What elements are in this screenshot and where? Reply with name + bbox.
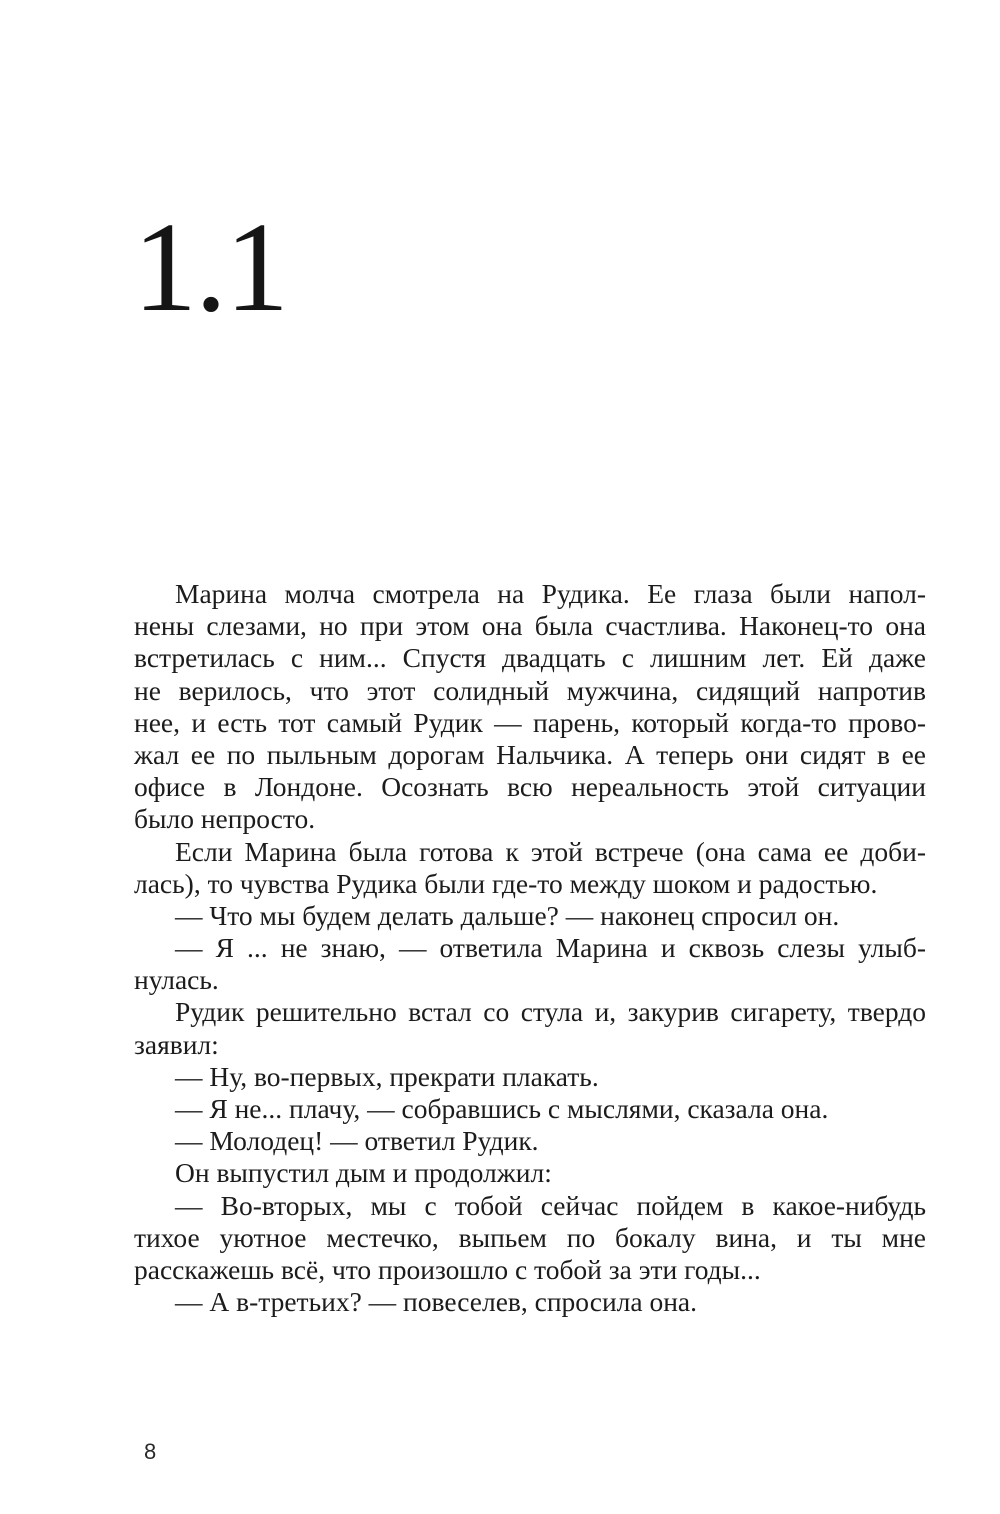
- text-line: — Я ... не знаю, — ответила Марина и сквозь слезы улыб-: [175, 932, 926, 964]
- text-line: — Ну, во-первых, прекрати плакать.: [175, 1060, 599, 1092]
- text-line: офисе в Лондоне. Осознать всю нереальность этой ситуации: [134, 771, 926, 803]
- text-line: расскажешь всё, что произошло с тобой за эти годы...: [134, 1253, 761, 1285]
- text-line: нены слезами, но при этом она была счастлива. Наконец-то она: [134, 610, 926, 642]
- text-line: было непросто.: [134, 803, 316, 835]
- text-line: заявил:: [134, 1028, 219, 1060]
- text-line: лась), то чувства Рудика были где-то между шоком и радостью.: [134, 867, 878, 899]
- text-line: Если Марина была готова к этой встрече (она сама ее доби-: [175, 835, 926, 867]
- text-line: встретилась с ним... Спустя двадцать с лишним лет. Ей даже: [134, 642, 926, 674]
- text-line: нулась.: [134, 964, 219, 996]
- page-number: 8: [144, 1439, 157, 1464]
- chapter-number: 1.1: [133, 196, 287, 338]
- chapter-body-text: [134, 578, 926, 1318]
- text-line: Он выпустил дым и продолжил:: [175, 1157, 552, 1189]
- text-line: тихое уютное местечко, выпьем по бокалу вина, и ты мне: [134, 1221, 926, 1253]
- text-line: Рудик решительно встал со стула и, закурив сигарету, твердо: [175, 996, 926, 1028]
- text-line: нее, и есть тот самый Рудик — парень, который когда-то прово-: [134, 706, 926, 738]
- text-line: Марина молча смотрела на Рудика. Ее глаза были напол-: [175, 578, 926, 609]
- text-line: жал ее по пыльным дорогам Нальчика. А теперь они сидят в ее: [134, 738, 926, 770]
- text-line: — Что мы будем делать дальше? — наконец спросил он.: [175, 899, 840, 931]
- text-line: — Я не... плачу, — собравшись с мыслями, сказала она.: [175, 1093, 829, 1124]
- text-line: — Во-вторых, мы с тобой сейчас пойдем в какое-нибудь: [175, 1189, 926, 1221]
- text-line: — А в-третьих? — повеселев, спросила она.: [175, 1286, 698, 1318]
- text-line: — Молодец! — ответил Рудик.: [175, 1125, 539, 1157]
- text-line: не верилось, что этот солидный мужчина, сидящий напротив: [134, 674, 926, 706]
